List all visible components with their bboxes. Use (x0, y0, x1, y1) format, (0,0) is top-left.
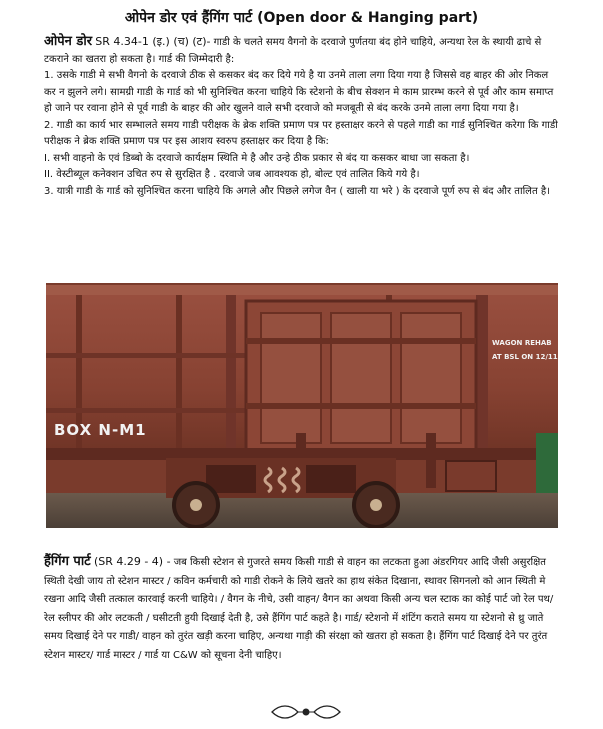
wagon-illustration (46, 283, 558, 528)
open-door-point-3: 3. यात्री गाडी के गार्ड को सुनिश्चित करना चाहिये कि अगले और पिछले लगेज वैन ( खाली या भरे ) के दरवाजे पूर्ण रुप से बंद और तालित है। (44, 185, 550, 197)
open-door-subpoint-i: I. सभी वाहनो के एवं डिब्बो के दरवाजे कार्यक्षम स्थिति मे है और उन्हे ठीक प्रकार से बंद या कसकर बाधा जा सकता है। (44, 152, 470, 164)
hanging-part-text: जब किसी स्टेशन से गुजरते समय किसी गाडी से वाहन का लटकता हुआ अंडरगियर आदि जैसी असुरक्षित स्थिती देखी जाय तो स्टेशन मास्टर / कविन कर्मचारी को गाडी रोकने के लिये खतरे का हाथ संकेत दिखाना, स्थावर सिगनलो को आन स्थिती मे रखना आदि जैसी तत्काल कारवाई करनी चाहिये। / वैगन के नीचे, उसी वाहन/ वैगन का अथवा किसी अन्य चल स्टाक का कोई पार्ट जो रेल पथ/ रेल स्लीपर की ओर लटकती / घसीटती हुयी दिखाई देती है, उसे हैंगिंग पार्ट कहते है। गार्ड/ स्टेशनो में शंटिंग कराते समय या स्टेशनो से थ्रु जाते समय दिखाई देने पर गाडी/ वाहन को तुरंत खड़ी करना चाहिए, अन्यथा गाड़ी की संरक्षा को खतरा हो सकता है। हैंगिंग पार्ट दिखाई देने पर तुरंत स्टेशन मास्टर/ गार्ड मास्टर / गार्ड या C&W को सूचना देनी चाहिए। (44, 557, 554, 661)
wagon-stencil-line-1: WAGON REHAB (492, 339, 552, 347)
wagon-photo (46, 283, 558, 528)
open-door-intro-text: गाडी के चलते समय वैगनो के दरवाजे पुर्णतया बंद होने चाहिये, अन्यथा रेल के स्थायी ढाचे से टकराने का खतरा हो सकता है। गार्ड की जिम्मेदारी है: (44, 37, 542, 65)
wagon-type-label: BOX N-M1 (54, 421, 147, 439)
ornament-icon (270, 704, 342, 720)
hanging-part-section (44, 553, 558, 666)
wagon-stencil-line-2: AT BSL ON 12/11 (492, 353, 558, 361)
hanging-part-paragraph (44, 553, 558, 666)
open-door-intro (44, 34, 558, 68)
open-door-rule-ref: SR 4.34-1 (इ.) (च) (ट)- (95, 35, 211, 48)
hanging-part-rule-ref: (SR 4.29 - 4) - (93, 555, 171, 568)
open-door-point-2: 2. गाडी का कार्य भार सम्भालते समय गाडी परीक्षक के ब्रेक शक्ति प्रमाण पत्र पर हस्ताक्षर करने से पहले गाडी का गार्ड सुनिश्चित करेगा कि गाडी परीक्षक ने ब्रेक शक्ति प्रमाण पत्र पर इस आशय स्वरुप हस्ताक्षर कर दिया है कि: (44, 119, 558, 147)
open-door-subpoint-ii: II. वेस्टीब्यूल कनेक्शन उचित रुप से सुरक्षित है . दरवाजे जब आवश्यक हो, बोल्ट एवं तालित किये गये है। (44, 169, 420, 180)
page-title: ओपेन डोर एवं हैंगिंग पार्ट (Open door & Hanging part) (124, 10, 479, 26)
open-door-point-1: 1. उसके गाडी मे सभी वैगनो के दरवाजे ठीक से कसकर बंद कर दिये गये है या उनमे ताला लगा दिया गया है जिससे वह बाहर की ओर निकल कर न झुलने लगे। सामग्री गाडी के गार्ड को भी सुनिश्चित करना चाहिये कि स्टेशनो के बीच सेक्शन मे काम प्रारम्भ करने से पूर्व और काम समाप्त हो जाने पर रवाना होने से पूर्व गाडी के बाहर की ओर खुलने वाले सभी दरवाजे को मजबूती से बंद करके उनमे ताला लगा दिया गया है। (44, 70, 554, 114)
open-door-heading: ओपेन डोर (44, 34, 93, 49)
open-door-section (44, 34, 558, 200)
hanging-part-heading: हैंगिंग पार्ट (44, 554, 91, 569)
